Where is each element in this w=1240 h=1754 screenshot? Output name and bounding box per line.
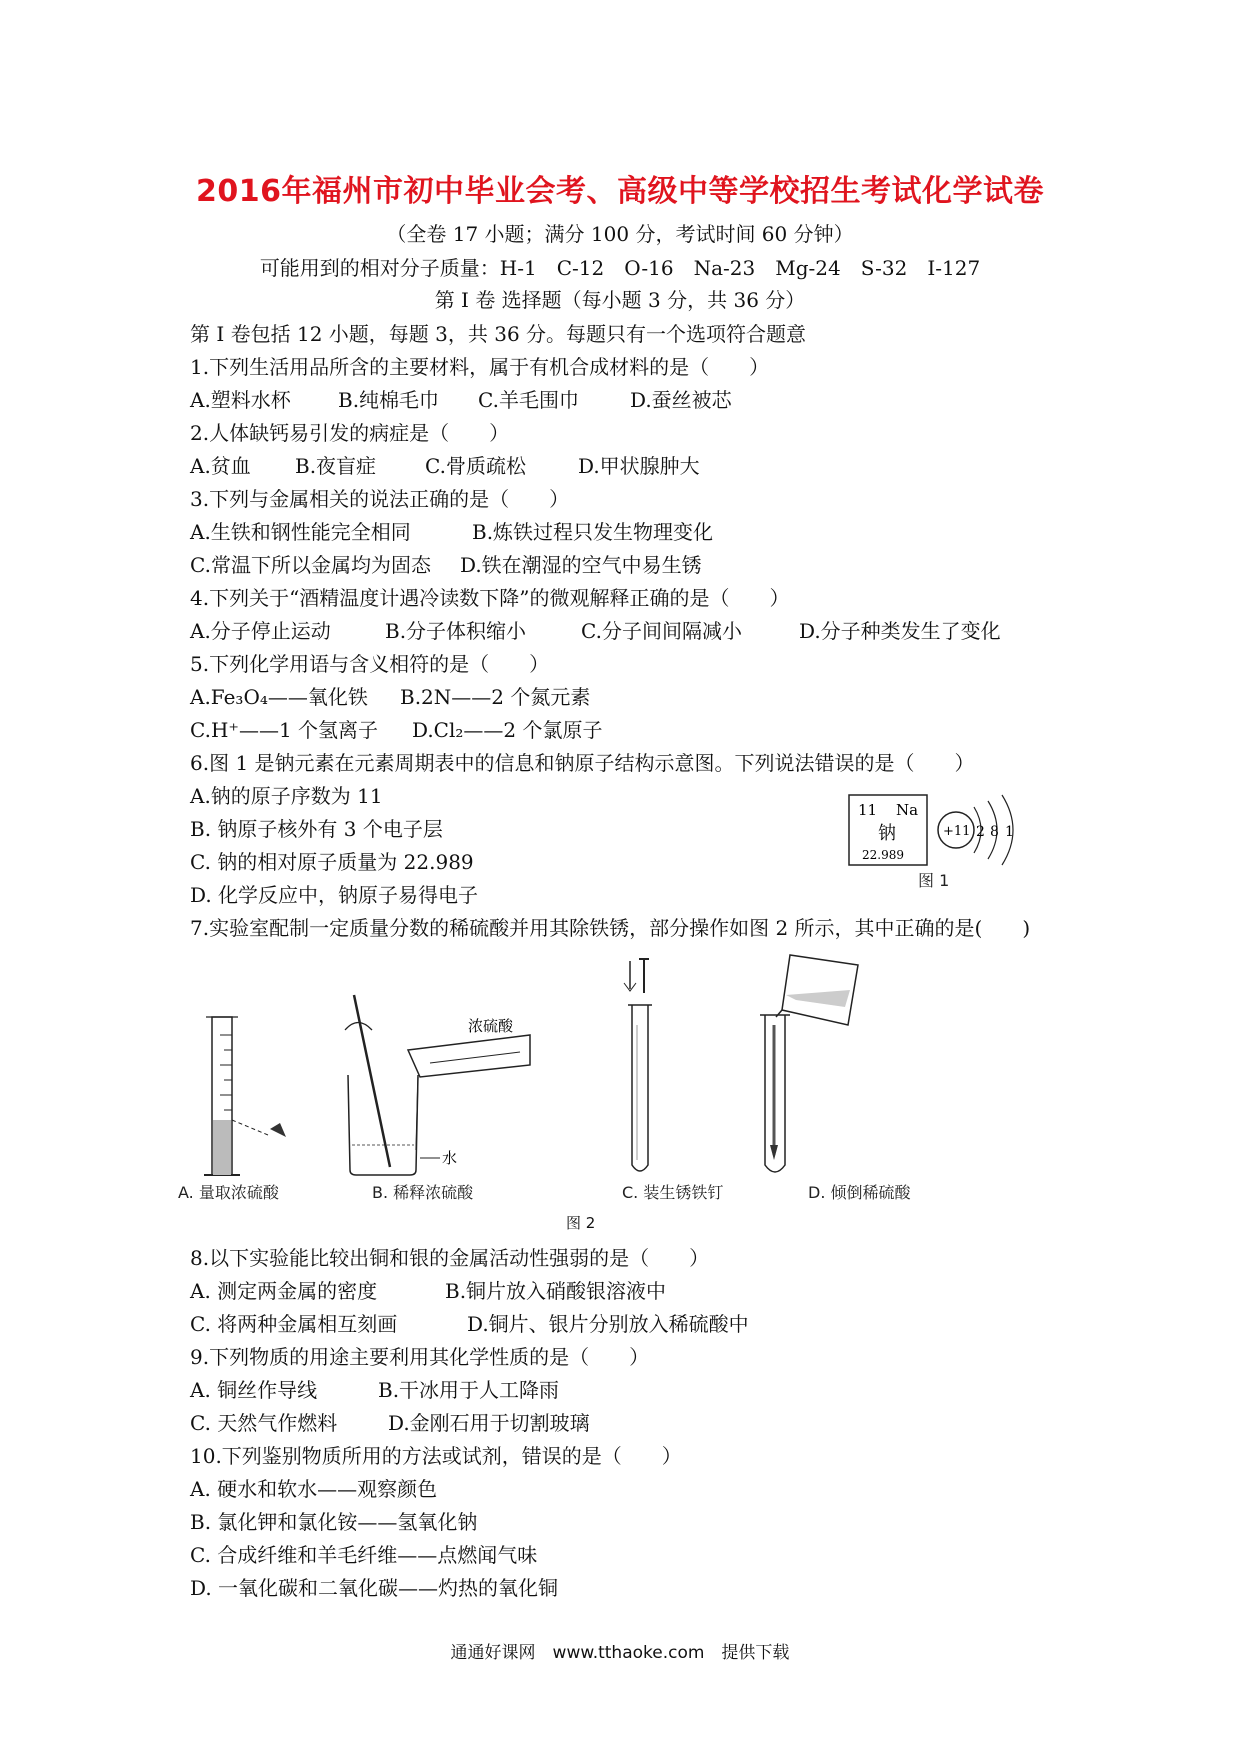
figure-2-lab-operations — [178, 955, 1010, 1210]
shell-electrons: 1 — [1005, 824, 1014, 840]
test-tube-nail — [624, 959, 652, 1171]
option: A.Fe₃O₄——氧化铁 — [190, 685, 368, 709]
option: A.分子停止运动 — [190, 619, 331, 643]
question-options — [190, 516, 713, 545]
option: B.铜片放入硝酸银溶液中 — [445, 1279, 667, 1303]
option: B.纯棉毛巾 — [338, 388, 440, 412]
option: B.分子体积缩小 — [385, 619, 527, 643]
question-stem: 6.图 1 是钠元素在元素周期表中的信息和钠原子结构示意图。下列说法错误的是（ ） — [190, 751, 975, 775]
question-options — [190, 450, 700, 479]
option: D.蚕丝被芯 — [630, 388, 732, 412]
option: D.铜片、银片分别放入稀硫酸中 — [467, 1312, 749, 1336]
option: A. 硬水和软水——观察颜色 — [190, 1477, 438, 1501]
option: B.夜盲症 — [295, 454, 377, 478]
question-options — [190, 1407, 590, 1436]
option: C.羊毛围巾 — [478, 388, 579, 412]
option: D.甲状腺肿大 — [578, 454, 700, 478]
atomic-masses: 可能用到的相对分子质量：H-1 C-12 O-16 Na-23 Mg-24 S-32 I-127 — [259, 256, 981, 280]
element-name: 钠 — [878, 823, 896, 844]
option: D.Cl₂——2 个氯原子 — [412, 718, 603, 742]
caption-a: A. 量取浓硫酸 — [178, 1183, 279, 1202]
option: A.钠的原子序数为 11 — [190, 784, 383, 808]
question-options — [190, 1275, 666, 1304]
option: B. 钠原子核外有 3 个电子层 — [190, 817, 443, 841]
option: D. 化学反应中，钠原子易得电子 — [190, 883, 479, 907]
option: C.分子间间隔减小 — [581, 619, 742, 643]
question-stem: 2.人体缺钙易引发的病症是（ ） — [190, 421, 510, 445]
exam-subtitle: （全卷 17 小题；满分 100 分，考试时间 60 分钟） — [386, 222, 854, 246]
question-options — [190, 714, 602, 743]
element-symbol: Na — [896, 801, 919, 819]
shell-electrons: 8 — [990, 824, 999, 840]
beaker-tilted — [782, 955, 858, 1025]
atomic-mass: 22.989 — [862, 848, 904, 862]
option: B.2N——2 个氮元素 — [400, 685, 591, 709]
option: C.H⁺——1 个氢离子 — [190, 718, 379, 742]
question-options — [190, 384, 732, 413]
option: C.骨质疏松 — [425, 454, 526, 478]
atomic-number: 11 — [858, 801, 878, 819]
exam-title: 2016年福州市初中毕业会考、高级中等学校招生考试化学试卷 — [196, 174, 1044, 209]
question-options — [190, 681, 590, 710]
figure-caption: 图 1 — [918, 871, 950, 890]
figure-1-sodium — [848, 793, 1018, 890]
option: D.铁在潮湿的空气中易生锈 — [460, 553, 702, 577]
option: B.炼铁过程只发生物理变化 — [472, 520, 714, 544]
glass-rod — [354, 995, 390, 1167]
rotate-arrow-icon — [345, 1023, 372, 1031]
question-options — [190, 1374, 559, 1403]
option: C. 将两种金属相互刻画 — [190, 1312, 398, 1336]
option: C. 钠的相对原子质量为 22.989 — [190, 850, 474, 874]
nucleus-charge: +11 — [943, 824, 971, 839]
eye-icon — [270, 1123, 286, 1137]
question-stem: 3.下列与金属相关的说法正确的是（ ） — [190, 487, 570, 511]
label-water: 水 — [442, 1149, 458, 1167]
question-stem: 1.下列生活用品所含的主要材料，属于有机合成材料的是（ ） — [190, 355, 770, 379]
footer-credit: 通通好课网 www.tthaoke.com 提供下载 — [450, 1643, 790, 1663]
option: D. 一氧化碳和二氧化碳——灼热的氧化铜 — [190, 1576, 559, 1600]
question-stem: 4.下列关于“酒精温度计遇冷读数下降”的微观解释正确的是（ ） — [190, 586, 790, 610]
option: B.干冰用于人工降雨 — [378, 1378, 560, 1402]
option: D.金刚石用于切割玻璃 — [388, 1411, 590, 1435]
option: A. 测定两金属的密度 — [190, 1279, 378, 1303]
caption-d: D. 倾倒稀硫酸 — [808, 1183, 911, 1202]
option: C. 天然气作燃料 — [190, 1411, 338, 1435]
question-options — [190, 615, 1001, 644]
question-options — [190, 549, 702, 578]
acid-cylinder — [408, 1035, 530, 1077]
instructions: 第 I 卷包括 12 小题，每题 3，共 36 分。每题只有一个选项符合题意 — [190, 322, 807, 346]
option: A. 铜丝作导线 — [190, 1378, 318, 1402]
figure-2-caption: 图 2 — [566, 1214, 596, 1232]
caption-c: C. 装生锈铁钉 — [622, 1183, 724, 1202]
dilution-setup — [345, 995, 530, 1175]
question-stem: 10.下列鉴别物质所用的方法或试剂，错误的是（ ） — [190, 1444, 682, 1468]
measuring-cylinder — [204, 1017, 286, 1175]
shell-electrons: 2 — [976, 824, 985, 840]
option: D.分子种类发生了变化 — [799, 619, 1001, 643]
question-stem: 7.实验室配制一定质量分数的稀硫酸并用其除铁锈，部分操作如图 2 所示，其中正确的是( ) — [190, 916, 1031, 940]
label-concentrated-acid: 浓硫酸 — [468, 1017, 514, 1035]
option: B. 氯化钾和氯化铵——氢氧化钠 — [190, 1510, 478, 1534]
option: A.塑料水杯 — [190, 388, 291, 412]
option: A.生铁和钢性能完全相同 — [190, 520, 411, 544]
pouring-setup — [760, 955, 858, 1172]
question-stem: 8.以下实验能比较出铜和银的金属活动性强弱的是（ ） — [190, 1246, 710, 1270]
option: A.贫血 — [190, 454, 251, 478]
question-stem: 5.下列化学用语与含义相符的是（ ） — [190, 652, 550, 676]
caption-b: B. 稀释浓硫酸 — [372, 1183, 474, 1202]
option: C.常温下所以金属均为固态 — [190, 553, 431, 577]
option: C. 合成纤维和羊毛纤维——点燃闻气味 — [190, 1543, 538, 1567]
question-options — [190, 1308, 749, 1337]
section-title: 第 I 卷 选择题（每小题 3 分，共 36 分） — [434, 288, 806, 312]
question-stem: 9.下列物质的用途主要利用其化学性质的是（ ） — [190, 1345, 650, 1369]
